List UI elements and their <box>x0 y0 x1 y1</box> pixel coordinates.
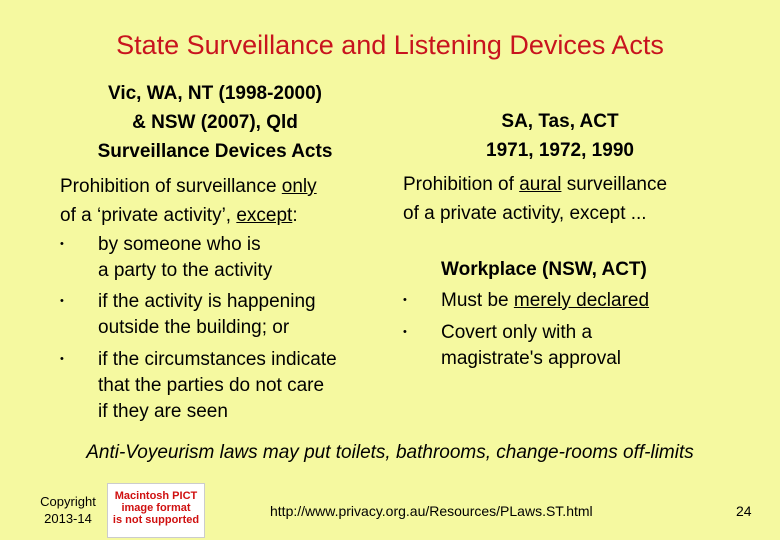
bullet-dot: • <box>60 238 64 250</box>
left-intro <box>60 172 400 230</box>
copyright <box>28 493 108 527</box>
bullet-dot: • <box>60 295 64 307</box>
placeholder-line: is not supported <box>112 514 200 526</box>
anti-voyeurism-note: Anti-Voyeurism laws may put toilets, bathrooms, change-rooms off-limits <box>86 442 694 463</box>
right-intro-text: of a private activity, except ... <box>403 203 647 224</box>
bullet-line: a party to the activity <box>98 260 273 281</box>
left-column-heading <box>60 79 370 166</box>
right-heading-line: 1971, 1972, 1990 <box>486 140 634 161</box>
right-intro-text: Prohibition of <box>403 174 520 195</box>
page-number: 24 <box>736 503 752 519</box>
bullet-line: if they are seen <box>98 401 228 422</box>
bullet-dot: • <box>403 326 407 338</box>
bullet-line: if the activity is happening <box>98 291 316 312</box>
left-intro-underlined: only <box>281 176 317 197</box>
bullet-dot: • <box>403 294 407 306</box>
placeholder-line: image format <box>121 502 191 514</box>
left-intro-text: of a ‘private activity’, <box>60 205 237 226</box>
bullet-line: that the parties do not care <box>98 375 325 396</box>
bullet-line: Must be <box>441 290 514 311</box>
placeholder-line: Macintosh PICT <box>114 490 198 502</box>
bullet-dot: • <box>60 353 64 365</box>
bullet-line: Covert only with a <box>441 322 593 343</box>
resource-url[interactable]: http://www.privacy.org.au/Resources/PLaws.ST.html <box>270 503 593 519</box>
bullet-underlined: merely declared <box>513 290 650 311</box>
copyright-line: 2013-14 <box>44 511 92 526</box>
left-heading-line: & NSW (2007), Qld <box>132 112 298 133</box>
left-heading-line: Surveillance Devices Acts <box>97 141 333 162</box>
bullet-line: if the circumstances indicate <box>98 349 337 370</box>
right-heading-line: SA, Tas, ACT <box>501 111 619 132</box>
right-column-heading <box>395 107 725 165</box>
bullet-line: by someone who is <box>98 234 261 255</box>
left-heading-line: Vic, WA, NT (1998-2000) <box>107 83 323 104</box>
left-intro-underlined: except <box>236 205 293 226</box>
bullet-line: magistrate's approval <box>441 348 621 369</box>
right-intro-text: surveillance <box>561 174 668 195</box>
right-intro <box>403 170 743 228</box>
left-intro-colon: : <box>292 205 298 226</box>
workplace-heading: Workplace (NSW, ACT) <box>441 259 647 280</box>
right-intro-underlined: aural <box>519 174 562 195</box>
bullet-line: outside the building; or <box>98 317 290 338</box>
unsupported-image-placeholder <box>107 483 205 538</box>
copyright-line: Copyright <box>40 494 96 509</box>
left-intro-text: Prohibition of surveillance <box>60 176 282 197</box>
slide-title: State Surveillance and Listening Devices Acts <box>116 30 664 60</box>
